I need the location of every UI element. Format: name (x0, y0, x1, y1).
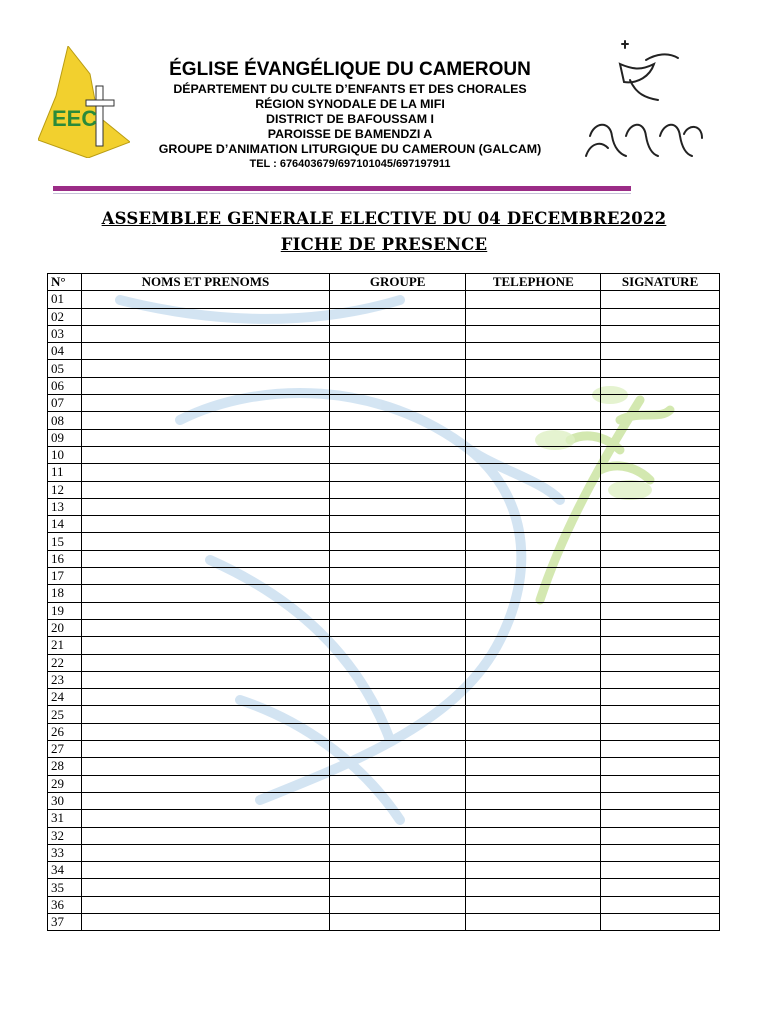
row-number: 11 (48, 464, 82, 481)
telephone-cell[interactable] (466, 481, 601, 498)
name-cell[interactable] (81, 498, 329, 515)
group-cell[interactable] (329, 550, 466, 567)
row-number: 34 (48, 862, 82, 879)
group-cell[interactable] (329, 689, 466, 706)
name-cell[interactable] (81, 325, 329, 342)
group-cell[interactable] (329, 602, 466, 619)
group-cell[interactable] (329, 810, 466, 827)
group-cell[interactable] (329, 481, 466, 498)
name-cell[interactable] (81, 827, 329, 844)
header-number: N° (48, 274, 82, 291)
group-cell[interactable] (329, 568, 466, 585)
name-cell[interactable] (81, 585, 329, 602)
group-cell[interactable] (329, 706, 466, 723)
table-row (48, 913, 720, 930)
row-number: 31 (48, 810, 82, 827)
group-cell[interactable] (329, 723, 466, 740)
group-cell[interactable] (329, 879, 466, 896)
name-cell[interactable] (81, 412, 329, 429)
table-row (48, 775, 720, 792)
signature-cell[interactable] (601, 395, 720, 412)
name-cell[interactable] (81, 395, 329, 412)
row-number: 01 (48, 291, 82, 308)
signature-cell[interactable] (601, 913, 720, 930)
row-number: 06 (48, 377, 82, 394)
name-cell[interactable] (81, 758, 329, 775)
group-cell[interactable] (329, 446, 466, 463)
row-number: 04 (48, 343, 82, 360)
group-cell[interactable] (329, 533, 466, 550)
telephone-cell[interactable] (466, 654, 601, 671)
telephone-cell[interactable] (466, 429, 601, 446)
row-number: 32 (48, 827, 82, 844)
telephone-cell[interactable] (466, 325, 601, 342)
name-cell[interactable] (81, 291, 329, 308)
name-cell[interactable] (81, 862, 329, 879)
signature-cell[interactable] (601, 844, 720, 861)
row-number: 21 (48, 637, 82, 654)
signature-cell[interactable] (601, 637, 720, 654)
name-cell[interactable] (81, 706, 329, 723)
telephone-cell[interactable] (466, 412, 601, 429)
name-cell[interactable] (81, 464, 329, 481)
signature-cell[interactable] (601, 827, 720, 844)
group-cell[interactable] (329, 913, 466, 930)
table-row (48, 619, 720, 636)
name-cell[interactable] (81, 516, 329, 533)
group-cell[interactable] (329, 637, 466, 654)
name-cell[interactable] (81, 810, 329, 827)
signature-cell[interactable] (601, 741, 720, 758)
table-body (48, 291, 720, 931)
telephone-cell[interactable] (466, 377, 601, 394)
table-row (48, 429, 720, 446)
telephone-cell[interactable] (466, 343, 601, 360)
name-cell[interactable] (81, 723, 329, 740)
group-cell[interactable] (329, 896, 466, 913)
name-cell[interactable] (81, 343, 329, 360)
row-number: 08 (48, 412, 82, 429)
signature-cell[interactable] (601, 377, 720, 394)
header-names: NOMS ET PRENOMS (81, 274, 329, 291)
table-row (48, 464, 720, 481)
row-number: 35 (48, 879, 82, 896)
table-row (48, 291, 720, 308)
telephone-cell[interactable] (466, 827, 601, 844)
telephone-cell[interactable] (466, 516, 601, 533)
telephone-line: TEL : 676403679/697101045/697197911 (249, 158, 451, 170)
group-cell[interactable] (329, 395, 466, 412)
row-number: 03 (48, 325, 82, 342)
row-number: 26 (48, 723, 82, 740)
name-cell[interactable] (81, 637, 329, 654)
telephone-cell[interactable] (466, 550, 601, 567)
row-number: 02 (48, 308, 82, 325)
group-cell[interactable] (329, 671, 466, 688)
row-number: 33 (48, 844, 82, 861)
row-number: 09 (48, 429, 82, 446)
table-row (48, 325, 720, 342)
group-cell[interactable] (329, 516, 466, 533)
name-cell[interactable] (81, 360, 329, 377)
signature-cell[interactable] (601, 862, 720, 879)
signature-cell[interactable] (601, 343, 720, 360)
table-row (48, 706, 720, 723)
name-cell[interactable] (81, 671, 329, 688)
telephone-cell[interactable] (466, 879, 601, 896)
dove-choir-logo-icon (580, 40, 706, 166)
name-cell[interactable] (81, 689, 329, 706)
table-header-row (48, 274, 720, 291)
row-number: 29 (48, 775, 82, 792)
signature-cell[interactable] (601, 810, 720, 827)
signature-cell[interactable] (601, 498, 720, 515)
district-line: DISTRICT DE BAFOUSSAM I (266, 112, 434, 126)
table-row (48, 498, 720, 515)
row-number: 24 (48, 689, 82, 706)
church-cross-logo-icon (38, 46, 130, 158)
telephone-cell[interactable] (466, 671, 601, 688)
signature-cell[interactable] (601, 619, 720, 636)
signature-cell[interactable] (601, 879, 720, 896)
telephone-cell[interactable] (466, 741, 601, 758)
row-number: 37 (48, 913, 82, 930)
row-number: 14 (48, 516, 82, 533)
department-line: DÉPARTEMENT DU CULTE D’ENFANTS ET DES CHORALES (173, 82, 527, 96)
table-row (48, 723, 720, 740)
name-cell[interactable] (81, 775, 329, 792)
row-number: 12 (48, 481, 82, 498)
row-number: 17 (48, 568, 82, 585)
group-cell[interactable] (329, 775, 466, 792)
document-titles (50, 206, 718, 258)
table-row (48, 533, 720, 550)
letterhead (0, 0, 768, 200)
name-cell[interactable] (81, 879, 329, 896)
group-cell[interactable] (329, 741, 466, 758)
group-cell[interactable] (329, 429, 466, 446)
letterhead-text (120, 58, 580, 171)
region-line: RÉGION SYNODALE DE LA MIFI (255, 97, 445, 111)
telephone-cell[interactable] (466, 585, 601, 602)
row-number: 20 (48, 619, 82, 636)
telephone-cell[interactable] (466, 637, 601, 654)
name-cell[interactable] (81, 481, 329, 498)
name-cell[interactable] (81, 550, 329, 567)
header-signature: SIGNATURE (601, 274, 720, 291)
group-cell[interactable] (329, 325, 466, 342)
signature-cell[interactable] (601, 446, 720, 463)
table-row (48, 671, 720, 688)
group-cell[interactable] (329, 844, 466, 861)
name-cell[interactable] (81, 741, 329, 758)
table-row (48, 395, 720, 412)
signature-cell[interactable] (601, 325, 720, 342)
signature-cell[interactable] (601, 291, 720, 308)
row-number: 28 (48, 758, 82, 775)
telephone-cell[interactable] (466, 844, 601, 861)
row-number: 36 (48, 896, 82, 913)
row-number: 23 (48, 671, 82, 688)
telephone-cell[interactable] (466, 446, 601, 463)
signature-cell[interactable] (601, 481, 720, 498)
row-number: 05 (48, 360, 82, 377)
church-name: ÉGLISE ÉVANGÉLIQUE DU CAMEROUN (169, 59, 531, 80)
name-cell[interactable] (81, 913, 329, 930)
telephone-cell[interactable] (466, 775, 601, 792)
group-cell[interactable] (329, 360, 466, 377)
telephone-cell[interactable] (466, 862, 601, 879)
telephone-cell[interactable] (466, 913, 601, 930)
group-line: GROUPE D’ANIMATION LITURGIQUE DU CAMEROUN (GALCAM) (158, 142, 542, 156)
signature-cell[interactable] (601, 412, 720, 429)
table-row (48, 516, 720, 533)
group-cell[interactable] (329, 862, 466, 879)
telephone-cell[interactable] (466, 810, 601, 827)
name-cell[interactable] (81, 429, 329, 446)
group-cell[interactable] (329, 654, 466, 671)
telephone-cell[interactable] (466, 602, 601, 619)
table-row (48, 343, 720, 360)
name-cell[interactable] (81, 896, 329, 913)
name-cell[interactable] (81, 377, 329, 394)
signature-cell[interactable] (601, 775, 720, 792)
signature-cell[interactable] (601, 602, 720, 619)
telephone-cell[interactable] (466, 498, 601, 515)
name-cell[interactable] (81, 602, 329, 619)
table-row (48, 360, 720, 377)
signature-cell[interactable] (601, 464, 720, 481)
telephone-cell[interactable] (466, 792, 601, 809)
telephone-cell[interactable] (466, 723, 601, 740)
telephone-cell[interactable] (466, 291, 601, 308)
signature-cell[interactable] (601, 585, 720, 602)
telephone-cell[interactable] (466, 896, 601, 913)
name-cell[interactable] (81, 619, 329, 636)
row-number: 22 (48, 654, 82, 671)
telephone-cell[interactable] (466, 758, 601, 775)
signature-cell[interactable] (601, 758, 720, 775)
signature-cell[interactable] (601, 671, 720, 688)
attendance-table (47, 273, 720, 931)
row-number: 27 (48, 741, 82, 758)
signature-cell[interactable] (601, 308, 720, 325)
group-cell[interactable] (329, 585, 466, 602)
document-title: ASSEMBLEE GENERALE ELECTIVE DU 04 DECEMBRE2022 (101, 209, 667, 228)
group-cell[interactable] (329, 343, 466, 360)
table-row (48, 654, 720, 671)
signature-cell[interactable] (601, 654, 720, 671)
header-telephone: TELEPHONE (466, 274, 601, 291)
signature-cell[interactable] (601, 516, 720, 533)
group-cell[interactable] (329, 498, 466, 515)
table-row (48, 758, 720, 775)
signature-cell[interactable] (601, 568, 720, 585)
name-cell[interactable] (81, 568, 329, 585)
signature-cell[interactable] (601, 533, 720, 550)
header-rule-secondary (53, 193, 631, 194)
table-row (48, 810, 720, 827)
telephone-cell[interactable] (466, 706, 601, 723)
parish-line: PAROISSE DE BAMENDZI A (267, 127, 433, 141)
telephone-cell[interactable] (466, 568, 601, 585)
signature-cell[interactable] (601, 360, 720, 377)
name-cell[interactable] (81, 533, 329, 550)
row-number: 25 (48, 706, 82, 723)
row-number: 19 (48, 602, 82, 619)
telephone-cell[interactable] (466, 689, 601, 706)
group-cell[interactable] (329, 308, 466, 325)
signature-cell[interactable] (601, 896, 720, 913)
row-number: 15 (48, 533, 82, 550)
telephone-cell[interactable] (466, 360, 601, 377)
signature-cell[interactable] (601, 792, 720, 809)
header-rule (53, 186, 631, 191)
group-cell[interactable] (329, 412, 466, 429)
group-cell[interactable] (329, 792, 466, 809)
telephone-cell[interactable] (466, 395, 601, 412)
row-number: 13 (48, 498, 82, 515)
telephone-cell[interactable] (466, 533, 601, 550)
table-row (48, 896, 720, 913)
table-row (48, 446, 720, 463)
name-cell[interactable] (81, 654, 329, 671)
name-cell[interactable] (81, 792, 329, 809)
table-row (48, 602, 720, 619)
signature-cell[interactable] (601, 689, 720, 706)
group-cell[interactable] (329, 827, 466, 844)
table-row (48, 862, 720, 879)
table-row (48, 827, 720, 844)
group-cell[interactable] (329, 619, 466, 636)
row-number: 07 (48, 395, 82, 412)
row-number: 18 (48, 585, 82, 602)
row-number: 10 (48, 446, 82, 463)
table-row (48, 550, 720, 567)
table-row (48, 481, 720, 498)
telephone-cell[interactable] (466, 464, 601, 481)
row-number: 30 (48, 792, 82, 809)
table-row (48, 844, 720, 861)
group-cell[interactable] (329, 758, 466, 775)
group-cell[interactable] (329, 291, 466, 308)
header-group: GROUPE (329, 274, 466, 291)
table-row (48, 585, 720, 602)
signature-cell[interactable] (601, 706, 720, 723)
logo-letters: EEC (52, 106, 98, 131)
telephone-cell[interactable] (466, 308, 601, 325)
name-cell[interactable] (81, 446, 329, 463)
signature-cell[interactable] (601, 723, 720, 740)
group-cell[interactable] (329, 377, 466, 394)
table-row (48, 637, 720, 654)
telephone-cell[interactable] (466, 619, 601, 636)
table-row (48, 741, 720, 758)
table-row (48, 308, 720, 325)
name-cell[interactable] (81, 308, 329, 325)
row-number: 16 (48, 550, 82, 567)
group-cell[interactable] (329, 464, 466, 481)
table-row (48, 879, 720, 896)
signature-cell[interactable] (601, 550, 720, 567)
table-row (48, 377, 720, 394)
table-row (48, 689, 720, 706)
signature-cell[interactable] (601, 429, 720, 446)
document-subtitle: FICHE DE PRESENCE (280, 235, 488, 254)
table-row (48, 568, 720, 585)
name-cell[interactable] (81, 844, 329, 861)
table-row (48, 792, 720, 809)
table-row (48, 412, 720, 429)
